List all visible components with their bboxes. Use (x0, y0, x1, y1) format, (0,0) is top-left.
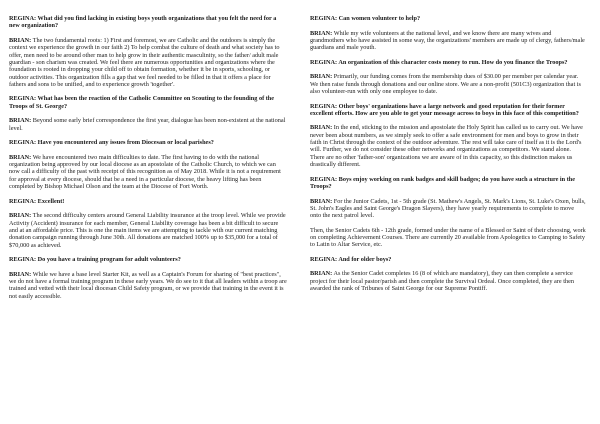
paragraph-text: We have encountered two main difficulties to date. The first having to do with the national organization being approved by our local diocese as an apostolate of the Catholic Church, to which we can now call a difficulty of the past with receipt of this recognition as of May 2018. While it is not a requirement for approval at every diocese, should that be a need in a particular diocese, the heavy lifting has been completed by Bishop Michael Olson and the team at the Diocese of Fort Worth. (9, 153, 281, 191)
left-column (9, 15, 287, 307)
speaker-label: BRIAN: (310, 197, 333, 205)
speaker-label: REGINA: (9, 95, 37, 103)
speaker-label: BRIAN: (9, 212, 32, 220)
paragraph-text: Can women volunteer to help? (338, 15, 421, 22)
speaker-label: REGINA: (9, 197, 37, 205)
speaker-label: REGINA: (310, 102, 338, 110)
speaker-label: REGINA: (9, 15, 37, 22)
interview-question (9, 198, 287, 205)
interview-question (9, 95, 287, 110)
paragraph-text: The second difficulty centers around General Liability insurance at the troop level. While we provide Activity (Accident) insurance for each member, General Liability coverage has been a bit difficult to secure and at an affordable price. This is one the main items we are attempting to tackle with our current matching donation campaign running through June 30th. All donations are matched 100% up to $35,000 for a total of $70,000 as achieved. (9, 212, 286, 249)
speaker-label: BRIAN: (9, 117, 32, 125)
interview-question (310, 59, 586, 66)
speaker-label: REGINA: (9, 256, 37, 264)
speaker-label: BRIAN: (9, 36, 32, 44)
interview-answer (310, 30, 586, 52)
paragraph-text: For the Junior Cadets, 1st - 5th grade (St. Mathew's Angels, St. Mark's Lions, St. Luke's Oxen, bulls, St. John's Eagles and Saint George's Dragon Slayers), they have yearly requirements to complete to move onto the next patrol level. (310, 197, 586, 220)
paragraph-text: Boys enjoy working on rank badges and skill badges; do you have such a structure in the Troops? (310, 175, 576, 190)
interview-question (310, 256, 586, 263)
paragraph-text: While my wife volunteers at the national level, and we know there are many wives and grandmothers who have assisted in some way, the organizations' members are made up of clergy, fathers/male guardians and male youth. (310, 29, 585, 52)
interview-question (310, 103, 586, 118)
paragraph-text: In the end, sticking to the mission and apostolate the Holy Spirit has called us to carry out. We have never been about numbers, as we simply seek to offer a safe environment for men and boys to grow in their faith in Christ through the context of the outdoor adventure. The rest will take care of itself as it is the Lord's will. Further, we do not consider these other networks and organizations as competitors. We stand alone. There are no other 'father-son' organizations we are aware of in this capacity, so this distinction makes us drastically different. (310, 124, 583, 169)
paragraph-text: What did you find lacking in existing boys youth organizations that you felt the need for a new organization? (9, 15, 277, 30)
paragraph-text: An organization of this character costs money to run. How do you finance the Troops? (338, 58, 568, 66)
interview-question (310, 15, 586, 22)
interview-question (310, 176, 586, 191)
interview-question (9, 15, 287, 30)
paragraph-text: Primarily, our funding comes from the membership dues of $30.00 per member per calendar year. We then raise funds through donations and our online store. We are a non-profit (501C3) organization that is also volunteer-run with only one employee to date. (310, 73, 581, 95)
interview-answer (9, 117, 287, 132)
speaker-label: BRIAN: (310, 124, 333, 132)
speaker-label: REGINA: (310, 175, 338, 183)
paragraph-text: Do you have a training program for adult volunteers? (37, 256, 181, 264)
paragraph-text: What has been the reaction of the Catholic Committee on Scouting to the founding of the Troops of St. George? (9, 95, 275, 110)
interview-answer (310, 198, 586, 220)
paragraph-text: While we have a base level Starter Kit, as well as a Captain's Forum for sharing of "best practices", we do not have a formal training program in these early years. We do see to it that all leaders within a troop are trained and vetted with their local diocesan Child Safety program, or we provide that training in the event it is not easily accessible. (9, 270, 287, 300)
speaker-label: BRIAN: (9, 270, 32, 278)
interview-question (9, 256, 287, 263)
paragraph-text: As the Senior Cadet completes 16 (8 of which are mandatory), they can then complete a service project for their local pastor/parish and then complete the Survival Ordeal. Once completed, they are then awarded the rank of Tribunes of Saint George for our Supreme Pontiff. (310, 270, 574, 293)
paragraph-text: Excellent! (37, 197, 65, 205)
paragraph-text: Other boys' organizations have a large network and good reputation for their former excellent efforts. How are you able to get your message across to boys in this face of this competition? (310, 102, 579, 117)
paragraph-text: And for older boys? (338, 255, 392, 263)
speaker-label: BRIAN: (9, 153, 32, 161)
interview-answer (9, 271, 287, 300)
right-column (310, 15, 586, 307)
interview-answer (310, 227, 586, 249)
interview-answer (310, 124, 586, 168)
interview-question (9, 139, 287, 146)
speaker-label: REGINA: (310, 255, 338, 263)
interview-answer (9, 212, 287, 249)
paragraph-text: Beyond some early brief correspondence the first year, dialogue has been non-existent at the national level. (9, 117, 286, 132)
speaker-label: BRIAN: (310, 73, 333, 81)
interview-answer (310, 270, 586, 292)
speaker-label: BRIAN: (310, 270, 333, 278)
paragraph-text: Have you encountered any issues from Diocesan or local parishes? (37, 139, 214, 147)
speaker-label: REGINA: (9, 139, 37, 147)
speaker-label: REGINA: (310, 58, 338, 66)
speaker-label: BRIAN: (310, 29, 333, 37)
speaker-label: REGINA: (310, 15, 338, 22)
interview-answer (9, 154, 287, 191)
two-column-layout (9, 15, 586, 307)
interview-answer (310, 73, 586, 95)
paragraph-text: Then, the Senior Cadets 6th - 12th grade, formed under the name of a Blessed or Saint of their choosing, work on completing Achievement Courses. There are currently 20 available from Apologetics to Camping to Safety to Latin to Altar Service, etc. (310, 226, 586, 249)
interview-answer (9, 37, 287, 88)
paragraph-text: The two fundamental roots: 1) First and foremost, we are Catholic and the outdoors is simply the context we experience the growth in our faith 2) To help combat the culture of death and what society has to offer, men need to be around other man to help grow in their authentic masculinity, so the father/ adult male guardian - son charism was created. We feel there are numerous opportunities and organizations where the foundation is rooted in dropping your child off to obtain formation, whether it be in sports, schooling, or outdoor activities. This organization fills a gap that we feel needed to be filled in that it offers a place for fathers and sons to be unified, and to experience growth 'together'. (9, 36, 280, 88)
